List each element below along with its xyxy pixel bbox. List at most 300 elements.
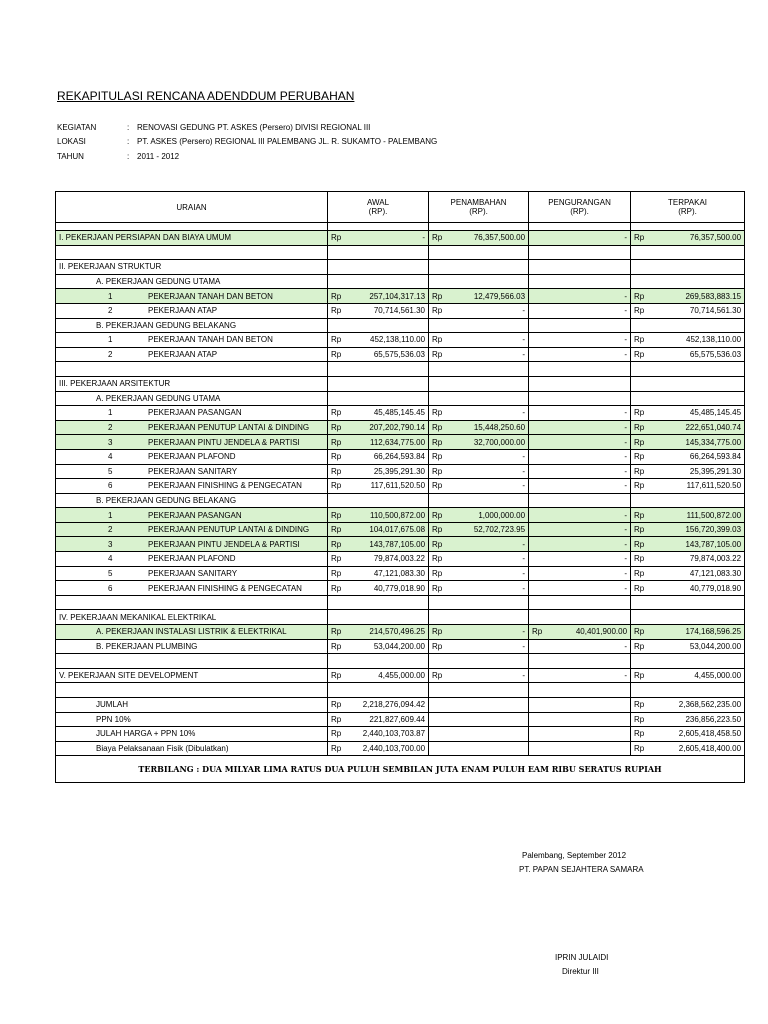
empty-cell	[645, 376, 745, 391]
value-awal: 2,218,276,094.42	[342, 698, 429, 713]
rp-label: Rp	[429, 289, 443, 304]
empty-cell	[529, 260, 543, 275]
empty-cell	[342, 362, 429, 377]
value-awal: 2,440,103,703.87	[342, 727, 429, 742]
item-uraian: PEKERJAAN PASANGAN	[148, 510, 242, 520]
empty-cell	[529, 223, 543, 231]
empty-cell	[543, 610, 631, 625]
rp-label: Rp	[328, 231, 342, 246]
value-pengurangan: -	[543, 406, 631, 421]
item-number: 1	[108, 291, 113, 301]
empty-cell	[645, 595, 745, 610]
rp-label	[529, 303, 543, 318]
rp-label: Rp	[328, 712, 342, 727]
empty-cell	[443, 318, 529, 333]
table-row	[56, 639, 745, 654]
rp-label: Rp	[631, 406, 645, 421]
item-number: 2	[108, 423, 113, 433]
rp-label: Rp	[631, 698, 645, 713]
value-penambahan: -	[443, 552, 529, 567]
rp-label: Rp	[429, 566, 443, 581]
rp-label	[529, 552, 543, 567]
empty-cell	[543, 712, 631, 727]
empty-cell	[443, 683, 529, 698]
rp-label: Rp	[631, 712, 645, 727]
rp-label: Rp	[631, 537, 645, 552]
item-label	[56, 347, 328, 362]
value-terpakai: 143,787,105.00	[645, 537, 745, 552]
rp-label: Rp	[328, 333, 342, 348]
table-row	[56, 464, 745, 479]
rp-label: Rp	[328, 289, 342, 304]
empty-cell	[631, 595, 645, 610]
empty-cell	[328, 318, 342, 333]
value-penambahan: -	[443, 581, 529, 596]
table-row	[56, 566, 745, 581]
empty-cell	[543, 376, 631, 391]
rp-label: Rp	[429, 522, 443, 537]
table-header-row	[56, 192, 745, 223]
rp-label: Rp	[328, 508, 342, 523]
empty-cell	[631, 245, 645, 260]
table-row	[56, 537, 745, 552]
value-pengurangan: -	[543, 668, 631, 683]
value-penambahan: -	[443, 406, 529, 421]
rp-label	[529, 508, 543, 523]
sign-place-date: Palembang, September 2012	[522, 851, 627, 860]
document-title: REKAPITULASI RENCANA ADENDDUM PERUBAHAN	[57, 89, 355, 103]
value-penambahan: 15,448,250.60	[443, 420, 529, 435]
table-row	[56, 435, 745, 450]
empty-cell	[342, 595, 429, 610]
empty-cell	[429, 260, 443, 275]
empty-cell	[429, 362, 443, 377]
info-tahun: TAHUN : 2011 - 2012	[57, 152, 180, 161]
info-kegiatan: KEGIATAN : RENOVASI GEDUNG PT. ASKES (Persero) DIVISI REGIONAL III	[57, 123, 371, 132]
rp-label: Rp	[328, 625, 342, 640]
value-awal: 452,138,110.00	[342, 333, 429, 348]
item-label	[56, 508, 328, 523]
rp-label: Rp	[328, 566, 342, 581]
value-penambahan: -	[443, 303, 529, 318]
empty-cell	[56, 595, 328, 610]
value-penambahan: 32,700,000.00	[443, 435, 529, 450]
empty-cell	[342, 318, 429, 333]
value-pengurangan: -	[543, 639, 631, 654]
rp-label: Rp	[631, 464, 645, 479]
item-uraian: PEKERJAAN ATAP	[148, 306, 218, 316]
empty-cell	[328, 223, 342, 231]
rp-label: Rp	[631, 449, 645, 464]
empty-cell	[443, 376, 529, 391]
value-awal: 110,500,872.00	[342, 508, 429, 523]
rp-label: Rp	[328, 639, 342, 654]
item-number: 6	[108, 583, 113, 593]
rp-label: Rp	[328, 537, 342, 552]
item-uraian: PEKERJAAN PENUTUP LANTAI & DINDING	[148, 525, 310, 535]
value-awal: 66,264,593.84	[342, 449, 429, 464]
table-row	[56, 581, 745, 596]
item-number: 6	[108, 481, 113, 491]
empty-cell	[342, 274, 429, 289]
empty-cell	[645, 223, 745, 231]
empty-cell	[328, 595, 342, 610]
value-terpakai: 236,856,223.50	[645, 712, 745, 727]
item-label	[56, 464, 328, 479]
item-number: 5	[108, 466, 113, 476]
value-awal: 65,575,536.03	[342, 347, 429, 362]
empty-cell	[631, 318, 645, 333]
empty-cell	[443, 654, 529, 669]
value-pengurangan: 40,401,900.00	[543, 625, 631, 640]
rp-label	[529, 333, 543, 348]
empty-cell	[543, 274, 631, 289]
table-row	[56, 231, 745, 246]
empty-cell	[328, 260, 342, 275]
value-pengurangan: -	[543, 581, 631, 596]
section-label: B. PEKERJAAN GEDUNG BELAKANG	[56, 318, 328, 333]
empty-cell	[342, 391, 429, 406]
empty-cell	[631, 493, 645, 508]
rp-label: Rp	[631, 741, 645, 756]
empty-cell	[645, 610, 745, 625]
empty-cell	[56, 683, 328, 698]
empty-cell	[429, 274, 443, 289]
rp-label: Rp	[631, 552, 645, 567]
item-label	[56, 479, 328, 494]
empty-cell	[56, 362, 328, 377]
item-uraian: PEKERJAAN PLAFOND	[148, 554, 236, 564]
rp-label: Rp	[328, 668, 342, 683]
rp-label: Rp	[429, 668, 443, 683]
total-label: Biaya Pelaksanaan Fisik (Dibulatkan)	[56, 741, 328, 756]
total-row	[56, 741, 745, 756]
rp-label	[529, 581, 543, 596]
rp-label: Rp	[429, 420, 443, 435]
rp-label: Rp	[631, 289, 645, 304]
empty-cell	[328, 493, 342, 508]
rp-label	[529, 464, 543, 479]
item-number: 3	[108, 539, 113, 549]
table-row	[56, 289, 745, 304]
empty-cell	[429, 318, 443, 333]
item-label	[56, 420, 328, 435]
empty-cell	[543, 493, 631, 508]
table-body	[56, 223, 745, 756]
info-value: RENOVASI GEDUNG PT. ASKES (Persero) DIVISI REGIONAL III	[137, 123, 371, 132]
value-terpakai: 47,121,083.30	[645, 566, 745, 581]
value-awal: 79,874,003.22	[342, 552, 429, 567]
header-penambahan: PENAMBAHAN (RP).	[429, 192, 529, 223]
value-penambahan: -	[443, 566, 529, 581]
empty-cell	[543, 223, 631, 231]
empty-cell	[443, 493, 529, 508]
empty-cell	[529, 318, 543, 333]
empty-cell	[529, 712, 543, 727]
rp-label: Rp	[429, 435, 443, 450]
rp-label: Rp	[631, 639, 645, 654]
empty-cell	[429, 376, 443, 391]
rp-label: Rp	[631, 333, 645, 348]
section-row	[56, 391, 745, 406]
rp-label: Rp	[429, 449, 443, 464]
rp-label: Rp	[328, 435, 342, 450]
value-penambahan: -	[443, 639, 529, 654]
section-label: III. PEKERJAAN ARSITEKTUR	[56, 376, 328, 391]
item-uraian: I. PEKERJAAN PERSIAPAN DAN BIAYA UMUM	[56, 231, 328, 246]
empty-cell	[631, 391, 645, 406]
rp-label	[529, 289, 543, 304]
table-row	[56, 303, 745, 318]
total-row	[56, 712, 745, 727]
empty-cell	[429, 698, 443, 713]
item-number: 5	[108, 568, 113, 578]
table-row	[56, 333, 745, 348]
empty-cell	[328, 245, 342, 260]
header-pengurangan: PENGURANGAN (RP).	[529, 192, 631, 223]
rp-label	[529, 449, 543, 464]
rp-label: Rp	[631, 508, 645, 523]
total-row	[56, 698, 745, 713]
item-uraian: PEKERJAAN SANITARY	[148, 568, 238, 578]
item-number: 1	[108, 408, 113, 418]
empty-cell	[429, 712, 443, 727]
value-penambahan: -	[443, 347, 529, 362]
empty-cell	[543, 698, 631, 713]
info-label: KEGIATAN	[57, 123, 97, 132]
value-terpakai: 145,334,775.00	[645, 435, 745, 450]
empty-cell	[342, 260, 429, 275]
rp-label: Rp	[631, 435, 645, 450]
item-label	[56, 289, 328, 304]
rp-label: Rp	[328, 406, 342, 421]
table-row	[56, 420, 745, 435]
item-uraian: PEKERJAAN FINISHING & PENGECATAN	[148, 583, 302, 593]
item-number: 1	[108, 510, 113, 520]
empty-cell	[429, 654, 443, 669]
empty-cell	[429, 741, 443, 756]
empty-cell	[529, 362, 543, 377]
rp-label	[529, 537, 543, 552]
value-pengurangan: -	[543, 552, 631, 567]
section-row	[56, 274, 745, 289]
item-number: 3	[108, 437, 113, 447]
rp-label: Rp	[328, 552, 342, 567]
value-penambahan: -	[443, 333, 529, 348]
empty-cell	[631, 260, 645, 275]
section-label: A. PEKERJAAN GEDUNG UTAMA	[56, 391, 328, 406]
section-row	[56, 318, 745, 333]
empty-cell	[631, 376, 645, 391]
empty-cell	[543, 260, 631, 275]
empty-cell	[429, 223, 443, 231]
value-awal: 104,017,675.08	[342, 522, 429, 537]
value-penambahan: 76,357,500.00	[443, 231, 529, 246]
rp-label: Rp	[429, 347, 443, 362]
header-terpakai: TERPAKAI (RP).	[631, 192, 745, 223]
empty-cell	[342, 683, 429, 698]
empty-cell	[645, 391, 745, 406]
item-uraian: PEKERJAAN PINTU JENDELA & PARTISI	[148, 437, 300, 447]
rp-label	[529, 668, 543, 683]
section-row	[56, 493, 745, 508]
empty-cell	[543, 683, 631, 698]
rp-label: Rp	[631, 522, 645, 537]
empty-cell	[342, 654, 429, 669]
value-terpakai: 70,714,561.30	[645, 303, 745, 318]
value-terpakai: 111,500,872.00	[645, 508, 745, 523]
value-awal: 40,779,018.90	[342, 581, 429, 596]
value-terpakai: 79,874,003.22	[645, 552, 745, 567]
rp-label: Rp	[328, 741, 342, 756]
rp-label: Rp	[631, 668, 645, 683]
rp-label: Rp	[429, 303, 443, 318]
item-uraian: PEKERJAAN ATAP	[148, 350, 218, 360]
value-penambahan: -	[443, 449, 529, 464]
value-pengurangan: -	[543, 303, 631, 318]
empty-cell	[529, 376, 543, 391]
empty-cell	[529, 741, 543, 756]
empty-cell	[443, 741, 529, 756]
value-penambahan: -	[443, 537, 529, 552]
total-row	[56, 727, 745, 742]
blank-row	[56, 362, 745, 377]
value-pengurangan: -	[543, 333, 631, 348]
value-awal: 25,395,291.30	[342, 464, 429, 479]
empty-cell	[443, 260, 529, 275]
value-awal: 221,827,609.44	[342, 712, 429, 727]
section-label: A. PEKERJAAN GEDUNG UTAMA	[56, 274, 328, 289]
rp-label: Rp	[631, 566, 645, 581]
value-penambahan: -	[443, 668, 529, 683]
empty-cell	[443, 362, 529, 377]
empty-cell	[529, 610, 543, 625]
item-uraian: PEKERJAAN PENUTUP LANTAI & DINDING	[148, 423, 310, 433]
empty-cell	[529, 683, 543, 698]
blank-row	[56, 683, 745, 698]
rp-label: Rp	[328, 420, 342, 435]
section-label: IV. PEKERJAAN MEKANIKAL ELEKTRIKAL	[56, 610, 328, 625]
empty-cell	[429, 391, 443, 406]
empty-cell	[543, 245, 631, 260]
rp-label: Rp	[328, 303, 342, 318]
empty-cell	[328, 391, 342, 406]
empty-cell	[529, 654, 543, 669]
item-number: 4	[108, 554, 113, 564]
empty-cell	[529, 698, 543, 713]
rp-label	[529, 639, 543, 654]
empty-cell	[328, 376, 342, 391]
rp-label	[529, 479, 543, 494]
rp-label: Rp	[429, 625, 443, 640]
item-label	[56, 581, 328, 596]
empty-cell	[443, 223, 529, 231]
value-terpakai: 222,651,040.74	[645, 420, 745, 435]
value-terpakai: 4,455,000.00	[645, 668, 745, 683]
empty-cell	[543, 362, 631, 377]
value-awal: 4,455,000.00	[342, 668, 429, 683]
value-pengurangan: -	[543, 420, 631, 435]
rp-label: Rp	[328, 698, 342, 713]
item-label	[56, 537, 328, 552]
empty-cell	[342, 493, 429, 508]
empty-cell	[342, 223, 429, 231]
rp-label: Rp	[631, 625, 645, 640]
item-uraian: PEKERJAAN PINTU JENDELA & PARTISI	[148, 539, 300, 549]
empty-cell	[529, 493, 543, 508]
empty-cell	[56, 245, 328, 260]
rp-label	[529, 420, 543, 435]
empty-cell	[342, 610, 429, 625]
empty-cell	[429, 683, 443, 698]
value-pengurangan: -	[543, 508, 631, 523]
item-label	[56, 333, 328, 348]
item-label	[56, 449, 328, 464]
spacer-row	[56, 223, 745, 231]
value-terpakai: 452,138,110.00	[645, 333, 745, 348]
section-row	[56, 376, 745, 391]
rp-label: Rp	[328, 581, 342, 596]
empty-cell	[443, 698, 529, 713]
empty-cell	[429, 245, 443, 260]
empty-cell	[56, 654, 328, 669]
blank-row	[56, 654, 745, 669]
table-row	[56, 625, 745, 640]
value-awal: 214,570,496.25	[342, 625, 429, 640]
table-row	[56, 479, 745, 494]
value-penambahan: 1,000,000.00	[443, 508, 529, 523]
value-pengurangan: -	[543, 231, 631, 246]
info-value: PT. ASKES (Persero) REGIONAL III PALEMBANG JL. R. SUKAMTO - PALEMBANG	[137, 137, 438, 146]
table-row	[56, 522, 745, 537]
empty-cell	[529, 727, 543, 742]
item-label	[56, 435, 328, 450]
value-terpakai: 66,264,593.84	[645, 449, 745, 464]
recap-table	[55, 191, 745, 783]
value-awal: 45,485,145.45	[342, 406, 429, 421]
value-pengurangan: -	[543, 464, 631, 479]
value-pengurangan: -	[543, 522, 631, 537]
empty-cell	[443, 391, 529, 406]
empty-cell	[645, 318, 745, 333]
value-awal: 257,104,317.13	[342, 289, 429, 304]
value-penambahan: 52,702,723.95	[443, 522, 529, 537]
terbilang-row	[56, 756, 745, 783]
table-row	[56, 347, 745, 362]
value-awal: 112,634,775.00	[342, 435, 429, 450]
value-penambahan: 12,479,566.03	[443, 289, 529, 304]
rp-label: Rp	[328, 522, 342, 537]
blank-row	[56, 595, 745, 610]
value-terpakai: 174,168,596.25	[645, 625, 745, 640]
rp-label: Rp	[631, 347, 645, 362]
item-number: 2	[108, 525, 113, 535]
value-awal: 53,044,200.00	[342, 639, 429, 654]
info-value: 2011 - 2012	[137, 152, 180, 161]
empty-cell	[529, 391, 543, 406]
empty-cell	[443, 727, 529, 742]
item-number: 2	[108, 350, 113, 360]
rp-label: Rp	[328, 479, 342, 494]
rp-label: Rp	[631, 479, 645, 494]
item-uraian: PEKERJAAN TANAH DAN BETON	[148, 335, 273, 345]
rp-label	[529, 522, 543, 537]
item-uraian: A. PEKERJAAN INSTALASI LISTRIK & ELEKTRIKAL	[56, 625, 328, 640]
empty-cell	[543, 318, 631, 333]
terbilang-text: TERBILANG : DUA MILYAR LIMA RATUS DUA PULUH SEMBILAN JUTA ENAM PULUH EAM RIBU SERATUS RUPIAH	[56, 756, 745, 783]
rp-label: Rp	[429, 639, 443, 654]
rp-label: Rp	[429, 231, 443, 246]
